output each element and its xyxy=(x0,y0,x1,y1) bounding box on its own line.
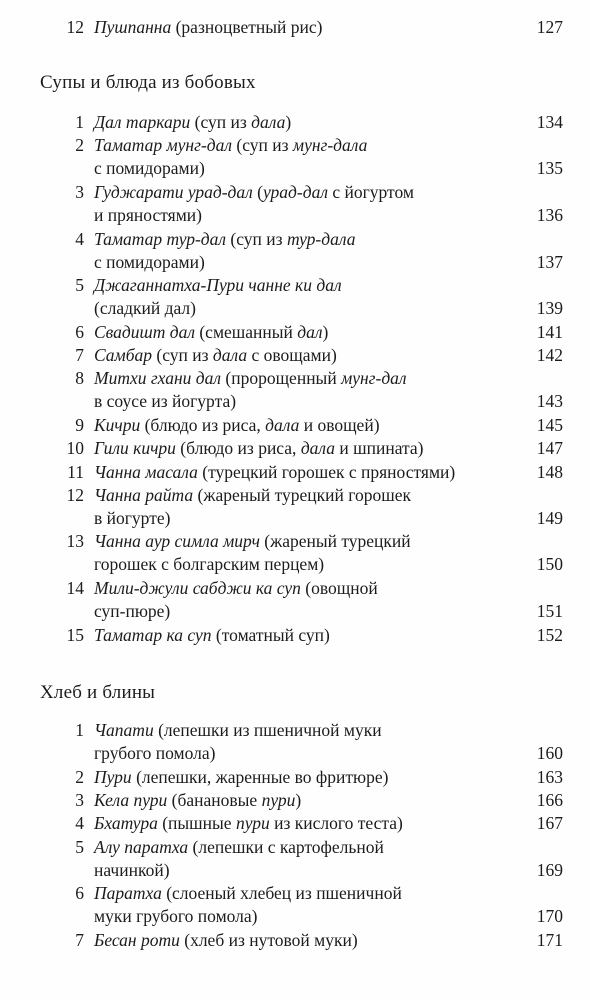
dish-description: (жареный турецкий горошек xyxy=(197,484,411,505)
entry-number: 5 xyxy=(75,836,84,857)
dish-description: (блюдо из риса, xyxy=(180,438,297,459)
entry-number: 4 xyxy=(75,228,84,249)
dish-name: Алу паратха xyxy=(94,836,189,857)
page-number: 171 xyxy=(536,929,563,950)
toc-entry xyxy=(0,484,590,530)
entry-number: 15 xyxy=(66,624,84,645)
dish-name: Пури xyxy=(94,766,132,787)
entry-title xyxy=(94,204,202,227)
toc-entry xyxy=(0,274,590,320)
entry-title xyxy=(94,437,423,460)
dish-name: дал xyxy=(297,321,323,342)
page-number: 135 xyxy=(536,158,563,179)
toc-entry xyxy=(0,414,590,437)
section-title: Супы и блюда из бобовых xyxy=(40,72,256,93)
page-number: 149 xyxy=(536,507,563,528)
dish-name: Самбар xyxy=(94,345,153,365)
entry-number: 1 xyxy=(75,720,84,740)
entry-title xyxy=(94,719,382,742)
entry-number: 9 xyxy=(75,414,84,435)
page-number: 169 xyxy=(536,859,563,880)
toc-entry xyxy=(0,812,590,835)
entry-number: 10 xyxy=(66,438,84,459)
toc-entry xyxy=(0,367,590,413)
dish-description: с помидорами) xyxy=(94,158,205,179)
dish-description: (банановые xyxy=(171,789,258,810)
dish-name: мунг-дал xyxy=(341,368,407,389)
entry-title xyxy=(94,624,330,647)
dish-name: Джаганнатха-Пури чанне ки дал xyxy=(94,275,342,296)
entry-title xyxy=(94,321,328,344)
dish-name: дала xyxy=(265,414,300,435)
dish-name: Гили кичри xyxy=(94,438,176,459)
entry-title xyxy=(94,905,258,928)
dish-name: Пушпанна xyxy=(94,17,172,37)
dish-name: пури xyxy=(261,789,296,810)
dish-description: начинкой) xyxy=(94,859,170,880)
dish-description: (лепешки из пшеничной муки xyxy=(158,720,382,740)
entry-number: 2 xyxy=(75,766,84,787)
dish-name: пури xyxy=(235,813,270,834)
page-number: 163 xyxy=(536,766,563,787)
dish-description: (лепешки с картофельной xyxy=(192,836,384,857)
entry-number: 7 xyxy=(75,345,84,365)
dish-name: Таматар мунг-дал xyxy=(94,135,233,156)
entry-title xyxy=(94,134,367,157)
toc-entry xyxy=(0,16,590,39)
dish-name: дала xyxy=(212,345,248,365)
dish-description: ) xyxy=(285,112,292,132)
dish-name: Чапати xyxy=(94,720,154,740)
dish-name: Паратха xyxy=(94,883,162,904)
entry-title xyxy=(94,882,402,905)
entry-title xyxy=(94,111,291,134)
page-number: 148 xyxy=(536,461,563,482)
dish-name: Бесан роти xyxy=(94,929,180,950)
dish-description: и овощей) xyxy=(303,414,380,435)
entry-title xyxy=(94,157,205,180)
dish-name: Бхатура xyxy=(94,813,158,834)
entry-number: 11 xyxy=(67,461,84,482)
page-number: 141 xyxy=(536,321,563,342)
toc-entry xyxy=(0,530,590,576)
dish-name: Таматар ка суп xyxy=(94,624,212,645)
entry-title xyxy=(94,484,411,507)
entry-number: 5 xyxy=(75,275,84,296)
dish-description: из кислого теста) xyxy=(274,813,403,834)
dish-description: горошек с болгарским перцем) xyxy=(94,554,325,575)
page-number: 166 xyxy=(536,789,563,810)
entry-title xyxy=(94,228,355,251)
dish-description: и пряностями) xyxy=(94,204,202,225)
entry-number: 6 xyxy=(75,883,84,904)
page-number: 134 xyxy=(536,112,563,132)
dish-name: мунг-дала xyxy=(292,135,368,156)
page-number: 139 xyxy=(536,298,563,319)
page-number: 151 xyxy=(536,601,563,621)
dish-description: (турецкий горошек с пряностями) xyxy=(202,461,456,482)
entry-number: 8 xyxy=(75,368,84,389)
entry-title xyxy=(94,577,378,600)
entry-title xyxy=(94,929,358,952)
dish-description: (слоеный хлебец из пшеничной xyxy=(166,883,402,904)
entry-number: 2 xyxy=(75,135,84,156)
toc-entry xyxy=(0,929,590,952)
dish-description: (суп из xyxy=(194,112,247,132)
entry-title xyxy=(94,812,403,835)
dish-name: дала xyxy=(251,112,286,132)
dish-description: с помидорами) xyxy=(94,251,205,272)
entry-number: 13 xyxy=(66,531,84,552)
page-number: 136 xyxy=(536,204,563,225)
entry-title xyxy=(94,507,170,530)
dish-description: (сладкий дал) xyxy=(94,298,196,319)
dish-description: и шпината) xyxy=(339,438,424,459)
page-number: 160 xyxy=(536,743,563,763)
dish-description: ) xyxy=(295,789,302,810)
dish-description: грубого помола) xyxy=(94,743,216,763)
dish-name: Митхи гхани дал xyxy=(94,368,222,389)
toc-entry xyxy=(0,789,590,812)
dish-description: (разноцветный рис) xyxy=(175,17,323,37)
toc-entry xyxy=(0,624,590,647)
entry-number: 12 xyxy=(66,17,84,37)
entry-title xyxy=(94,530,411,553)
dish-description: суп-пюре) xyxy=(94,601,171,621)
toc-entry xyxy=(0,461,590,484)
toc-entry xyxy=(0,181,590,227)
dish-description: (жареный турецкий xyxy=(264,531,411,552)
dish-name: дала xyxy=(300,438,336,459)
page-number: 143 xyxy=(536,391,563,412)
toc-entry xyxy=(0,111,590,134)
entry-title xyxy=(94,600,170,623)
toc-entry xyxy=(0,134,590,180)
dish-description: (хлеб из нутовой муки) xyxy=(184,929,358,950)
dish-name: Гуджарати урад-дал xyxy=(94,181,253,202)
section-title: Хлеб и блины xyxy=(40,682,156,703)
toc-entry xyxy=(0,882,590,928)
dish-description: (суп из xyxy=(230,228,283,249)
entry-title xyxy=(94,16,323,39)
dish-description: (лепешки, жаренные во фритюре) xyxy=(136,766,389,787)
dish-description: (овощной xyxy=(305,578,378,598)
entry-number: 3 xyxy=(75,181,84,202)
dish-description: в соусе из йогурта) xyxy=(94,391,237,412)
entry-title xyxy=(94,251,205,274)
toc-entry xyxy=(0,321,590,344)
entry-number: 6 xyxy=(75,321,84,342)
entry-title xyxy=(94,181,414,204)
dish-description: ) xyxy=(322,321,329,342)
entry-title xyxy=(94,742,215,765)
dish-description: с овощами) xyxy=(251,345,337,365)
page-number: 170 xyxy=(536,906,563,927)
toc-entry xyxy=(0,836,590,882)
entry-title xyxy=(94,297,196,320)
dish-name: Чанна райта xyxy=(94,484,194,505)
page-number: 147 xyxy=(536,438,563,459)
dish-name: Дал таркари xyxy=(94,112,191,132)
dish-name: тур-дала xyxy=(286,228,356,249)
toc-entry xyxy=(0,344,590,367)
entry-number: 14 xyxy=(66,578,84,598)
entry-title xyxy=(94,344,337,367)
entry-title xyxy=(94,766,388,789)
page-number: 137 xyxy=(536,251,563,272)
page-number: 167 xyxy=(536,813,563,834)
entry-number: 3 xyxy=(75,789,84,810)
entry-title xyxy=(94,789,301,812)
entry-title xyxy=(94,461,455,484)
dish-name: Мили-джули сабджи ка суп xyxy=(94,578,301,598)
dish-description: в йогурте) xyxy=(94,507,171,528)
page-number: 152 xyxy=(536,624,563,645)
page-number: 127 xyxy=(536,17,563,37)
dish-description: с йогуртом xyxy=(332,181,414,202)
entry-title xyxy=(94,390,236,413)
page-number: 150 xyxy=(536,554,563,575)
dish-description: муки грубого помола) xyxy=(94,906,258,927)
toc-entry xyxy=(0,228,590,274)
entry-title xyxy=(94,414,380,437)
dish-name: Кела пури xyxy=(94,789,168,810)
dish-description: (суп из xyxy=(236,135,289,156)
entry-number: 12 xyxy=(66,484,84,505)
dish-description: (суп из xyxy=(156,345,209,365)
toc-entry xyxy=(0,577,590,623)
dish-name: Свадишт дал xyxy=(94,321,195,342)
toc-entry xyxy=(0,766,590,789)
dish-name: Таматар тур-дал xyxy=(94,228,227,249)
page-number: 145 xyxy=(536,414,563,435)
toc-entry xyxy=(0,719,590,765)
dish-name: Чанна аур симла мирч xyxy=(94,531,260,552)
entry-title xyxy=(94,274,342,297)
dish-name: урад-дал xyxy=(263,181,328,202)
dish-name: Кичри xyxy=(94,414,141,435)
dish-description: (пророщенный xyxy=(225,368,337,389)
entry-number: 4 xyxy=(75,813,84,834)
dish-description: (блюдо из риса, xyxy=(144,414,261,435)
toc-entry xyxy=(0,437,590,460)
page-number: 142 xyxy=(536,345,563,365)
entry-title xyxy=(94,367,407,390)
entry-title xyxy=(94,553,324,576)
dish-description: (пышные xyxy=(162,813,232,834)
entry-title xyxy=(94,836,384,859)
entry-title xyxy=(94,859,170,882)
dish-description: ( xyxy=(257,181,263,202)
dish-description: (смешанный xyxy=(199,321,293,342)
entry-number: 1 xyxy=(75,112,84,132)
entry-number: 7 xyxy=(75,929,84,950)
dish-name: Чанна масала xyxy=(94,461,198,482)
dish-description: (томатный суп) xyxy=(215,624,330,645)
